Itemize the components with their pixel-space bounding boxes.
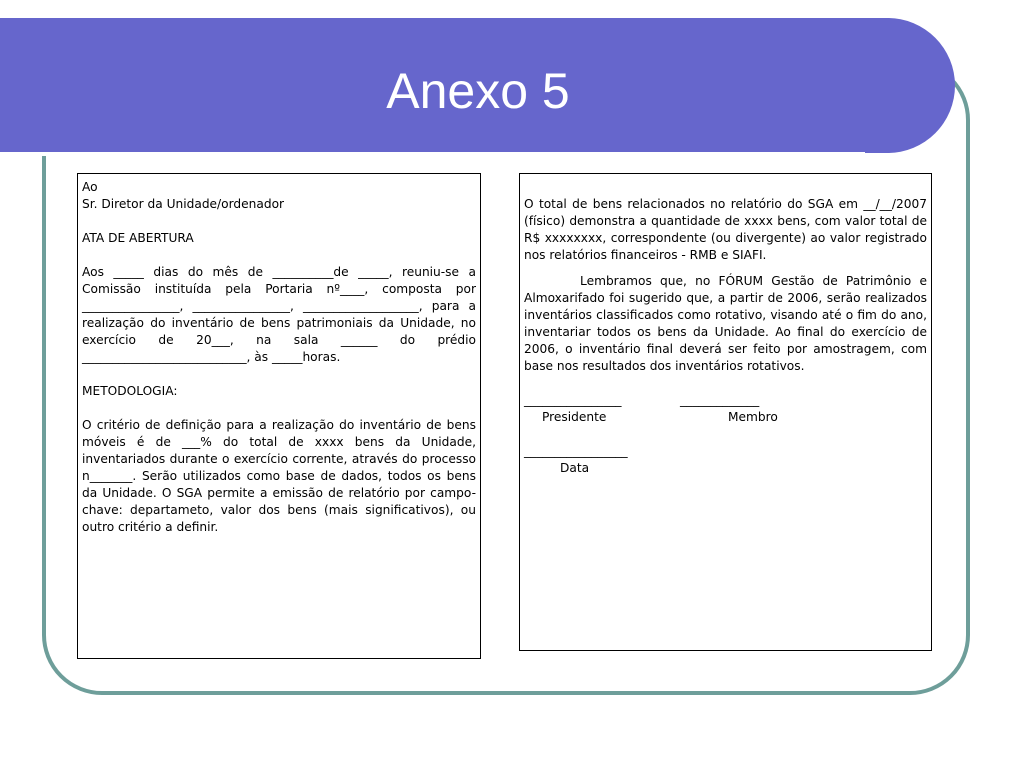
date-signature-line: _________________ bbox=[524, 444, 628, 458]
date-label-row bbox=[524, 460, 927, 477]
ata-paragraph: Aos _____ dias do mês de __________de _____, reuniu-se a Comissão instituída pela Portaria nº____, composta por ________________, ________________, ___________________, para a realização do inventário de bens patrimoniais da Unidade, no exercício de 20___, na sala ______ do prédio ___________________________, às _____horas. bbox=[82, 265, 476, 364]
metodologia-paragraph: O critério de definição para a realização do inventário de bens móveis é de ___% do total de xxxx bens da Unidade, inventariados durante o exercício corrente, através do processo n_______. Serão utilizados como base de dados, todos os bens da Unidade. O SGA permite a emissão de relatório por campo-chave: departameto, valor dos bens (mais significativos), ou outro critério a definir. bbox=[82, 418, 476, 534]
presidente-label: Presidente bbox=[542, 410, 607, 424]
forum-paragraph: Lembramos que, no FÓRUM Gestão de Patrimônio e Almoxarifado foi sugerido que, a partir de 2006, serão realizados inventários classificados como rotativo, visando até o fim do ano, inventariar todos os bens da Unidade. Ao final do exercício de 2006, o inventário final deverá ser feito por amostragem, com base nos resultados dos inventários rotativos. bbox=[524, 274, 927, 373]
total-paragraph: O total de bens relacionados no relatório do SGA em __/__/2007 (físico) demonstra a quantidade de xxxx bens, com valor total de R$ xxxxxxxx, correspondente (ou divergente) ao valor registrado nos relatórios financeiros - RMB e SIAFI. bbox=[524, 197, 927, 262]
metodologia-heading: METODOLOGIA: bbox=[82, 384, 178, 398]
signature-labels-row bbox=[524, 409, 927, 426]
signature-lines-row bbox=[524, 392, 927, 409]
ata-heading: ATA DE ABERTURA bbox=[82, 231, 194, 245]
title-underline bbox=[0, 152, 865, 156]
presidente-signature-line: ________________ bbox=[524, 393, 622, 407]
summary-text-box bbox=[519, 173, 932, 651]
membro-signature-line: _____________ bbox=[680, 393, 760, 407]
date-label: Data bbox=[560, 461, 590, 475]
membro-label: Membro bbox=[728, 410, 778, 424]
slide-title: Anexo 5 bbox=[386, 63, 570, 119]
recipient-line: Sr. Diretor da Unidade/ordenador bbox=[82, 197, 285, 211]
salutation-line: Ao bbox=[82, 180, 98, 194]
date-line-row bbox=[524, 443, 927, 460]
ata-text-box bbox=[77, 173, 481, 659]
